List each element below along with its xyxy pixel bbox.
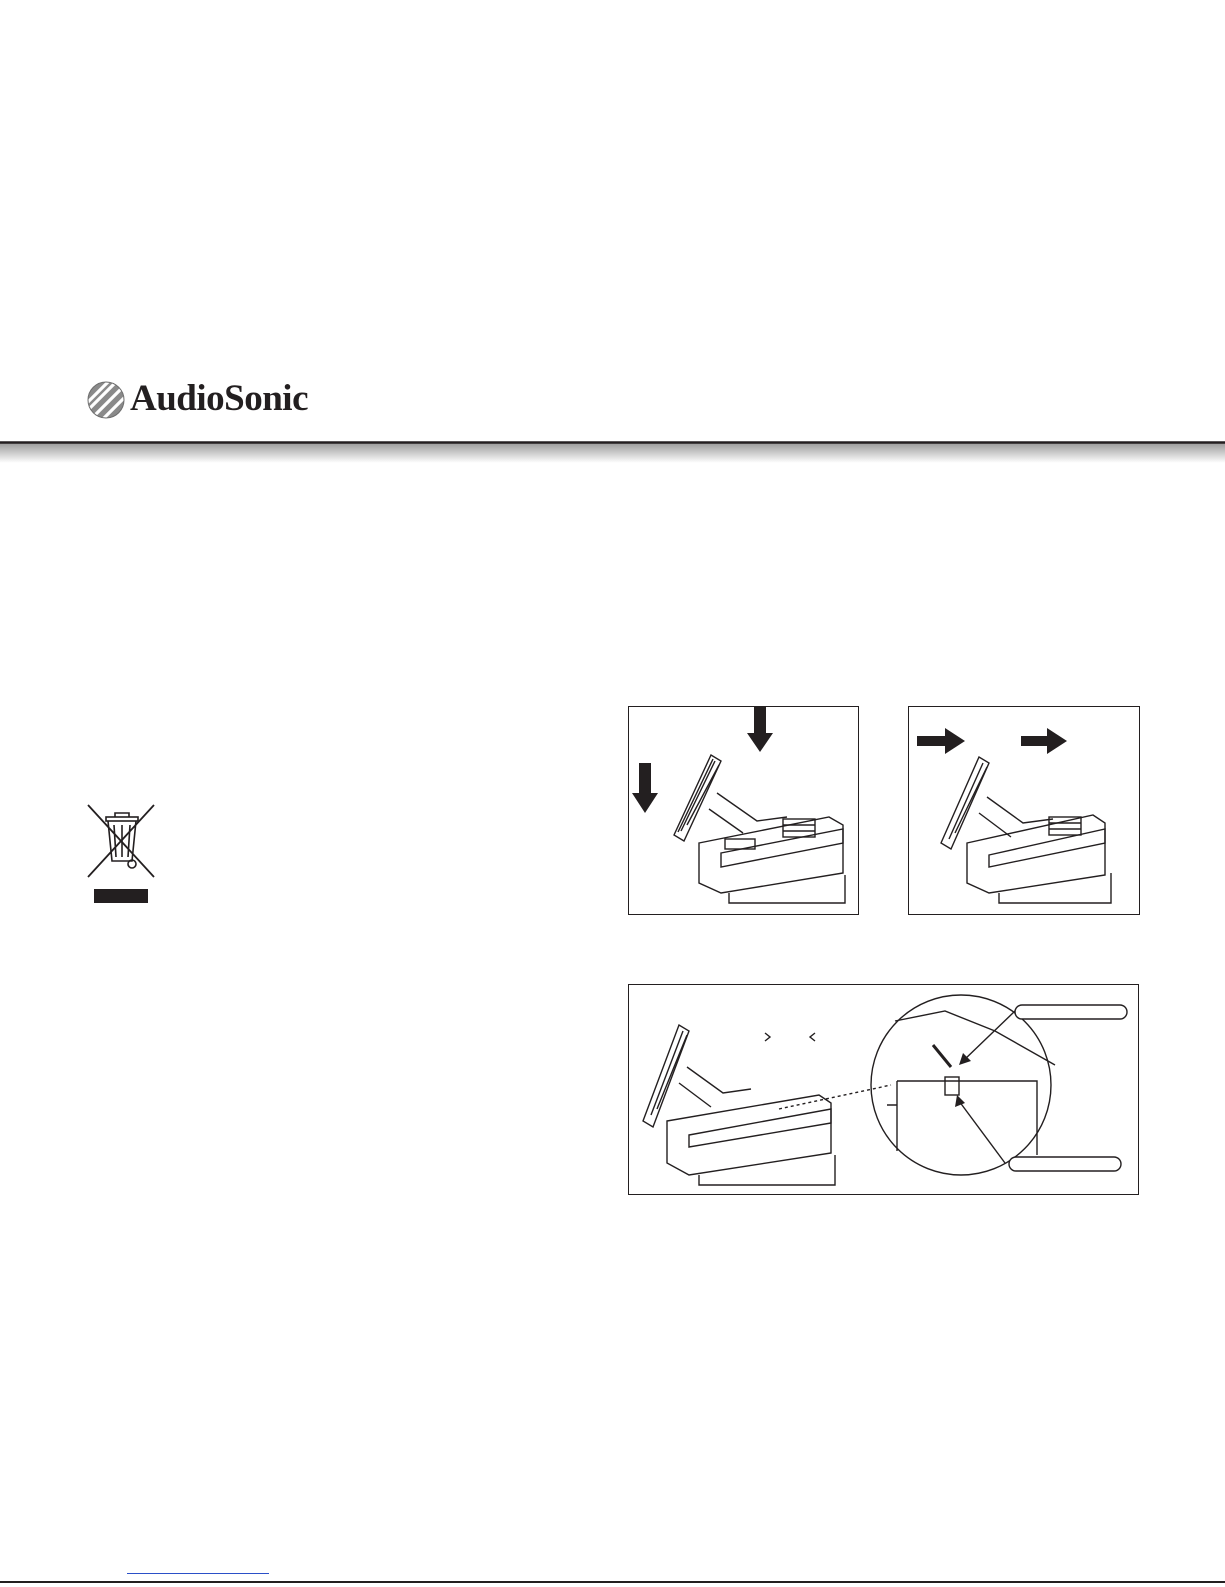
right-arrow-icon [917, 728, 1067, 754]
figure-step-3 [628, 984, 1139, 1195]
figure-step-1 [628, 706, 859, 915]
weee-disposal-icon [84, 803, 158, 903]
header-divider [0, 441, 1225, 463]
footer-link-underline[interactable] [127, 1573, 269, 1574]
footer-divider [0, 1581, 1225, 1587]
brand-name: AudioSonic [130, 378, 309, 419]
figure-step-2 [908, 706, 1140, 915]
audiosonic-logo-icon [86, 380, 126, 420]
